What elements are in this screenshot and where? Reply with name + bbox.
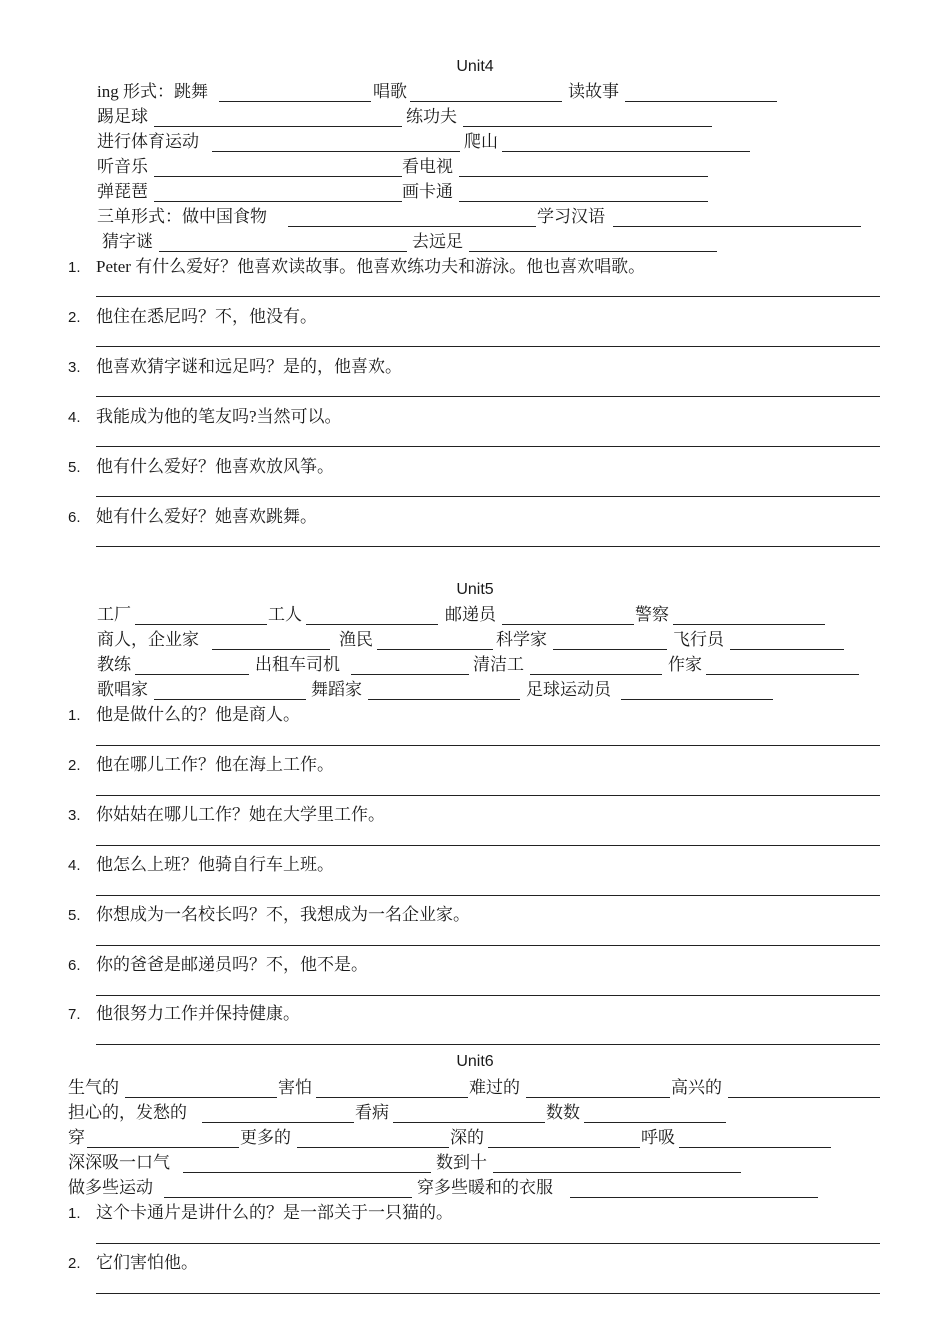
vocab-label: 猜字谜 bbox=[102, 232, 153, 251]
vocab-label: 教练 bbox=[97, 655, 131, 674]
fill-blank[interactable] bbox=[219, 101, 371, 102]
vocab-label: 爬山 bbox=[464, 132, 498, 151]
fill-blank[interactable] bbox=[135, 624, 267, 625]
vocab-label: 去远足 bbox=[412, 232, 463, 251]
answer-line[interactable] bbox=[96, 745, 880, 746]
vocab-label: 穿 bbox=[68, 1128, 85, 1147]
answer-line[interactable] bbox=[96, 1044, 880, 1045]
vocab-label: 数数 bbox=[546, 1103, 580, 1122]
answer-line[interactable] bbox=[96, 446, 880, 447]
question-number: 4. bbox=[68, 409, 81, 426]
fill-blank[interactable] bbox=[679, 1147, 831, 1148]
question-text: 你想成为一名校长吗？不，我想成为一名企业家。 bbox=[96, 905, 470, 924]
question-number: 1. bbox=[68, 707, 81, 724]
vocab-label: 深深吸一口气 bbox=[68, 1153, 170, 1172]
answer-line[interactable] bbox=[96, 496, 880, 497]
vocab-label: 工人 bbox=[268, 605, 302, 624]
fill-blank[interactable] bbox=[459, 201, 708, 202]
fill-blank[interactable] bbox=[202, 1122, 354, 1123]
question-text: 他住在悉尼吗？不，他没有。 bbox=[96, 307, 317, 326]
question-number: 4. bbox=[68, 857, 81, 874]
fill-blank[interactable] bbox=[613, 226, 861, 227]
fill-blank[interactable] bbox=[410, 101, 562, 102]
vocab-label: 担心的，发愁的 bbox=[68, 1103, 187, 1122]
answer-line[interactable] bbox=[96, 346, 880, 347]
vocab-label: 读故事 bbox=[568, 82, 619, 101]
answer-line[interactable] bbox=[96, 296, 880, 297]
fill-blank[interactable] bbox=[502, 151, 750, 152]
fill-blank[interactable] bbox=[212, 649, 330, 650]
vocab-label: 警察 bbox=[635, 605, 669, 624]
fill-blank[interactable] bbox=[135, 674, 249, 675]
vocab-label: 歌唱家 bbox=[97, 680, 148, 699]
fill-blank[interactable] bbox=[212, 151, 460, 152]
answer-line[interactable] bbox=[96, 995, 880, 996]
fill-blank[interactable] bbox=[306, 624, 438, 625]
question-number: 1. bbox=[68, 1205, 81, 1222]
vocab-label: 难过的 bbox=[469, 1078, 520, 1097]
question-number: 5. bbox=[68, 459, 81, 476]
answer-line[interactable] bbox=[96, 845, 880, 846]
fill-blank[interactable] bbox=[526, 1097, 670, 1098]
fill-blank[interactable] bbox=[584, 1122, 726, 1123]
fill-blank[interactable] bbox=[493, 1172, 741, 1173]
fill-blank[interactable] bbox=[159, 251, 407, 252]
answer-line[interactable] bbox=[96, 795, 880, 796]
question-text: 他有什么爱好？他喜欢放风筝。 bbox=[96, 457, 334, 476]
vocab-label: 邮递员 bbox=[445, 605, 496, 624]
fill-blank[interactable] bbox=[459, 176, 708, 177]
vocab-label: 深的 bbox=[450, 1128, 484, 1147]
vocab-label: 渔民 bbox=[339, 630, 373, 649]
vocab-label: 唱歌 bbox=[373, 82, 407, 101]
question-number: 2. bbox=[68, 1255, 81, 1272]
vocab-label: 练功夫 bbox=[406, 107, 457, 126]
fill-blank[interactable] bbox=[154, 201, 402, 202]
vocab-label: 做多些运动 bbox=[68, 1178, 153, 1197]
question-text: 你的爸爸是邮递员吗？不，他不是。 bbox=[96, 955, 368, 974]
fill-blank[interactable] bbox=[87, 1147, 239, 1148]
fill-blank[interactable] bbox=[553, 649, 667, 650]
fill-blank[interactable] bbox=[393, 1122, 545, 1123]
question-text: 我能成为他的笔友吗?当然可以。 bbox=[96, 407, 342, 426]
question-text: Peter 有什么爱好？他喜欢读故事。他喜欢练功夫和游泳。他也喜欢唱歌。 bbox=[96, 257, 646, 276]
fill-blank[interactable] bbox=[183, 1172, 431, 1173]
fill-blank[interactable] bbox=[154, 699, 306, 700]
question-text: 他很努力工作并保持健康。 bbox=[96, 1004, 300, 1023]
vocab-label: 出租车司机 bbox=[255, 655, 340, 674]
question-number: 3. bbox=[68, 807, 81, 824]
fill-blank[interactable] bbox=[154, 126, 402, 127]
question-text: 她有什么爱好？她喜欢跳舞。 bbox=[96, 507, 317, 526]
fill-blank[interactable] bbox=[469, 251, 717, 252]
answer-line[interactable] bbox=[96, 1243, 880, 1244]
question-number: 5. bbox=[68, 907, 81, 924]
question-number: 3. bbox=[68, 359, 81, 376]
question-number: 2. bbox=[68, 757, 81, 774]
unit6-title: Unit6 bbox=[456, 1053, 494, 1070]
fill-blank[interactable] bbox=[502, 624, 634, 625]
question-number: 2. bbox=[68, 309, 81, 326]
answer-line[interactable] bbox=[96, 1293, 880, 1294]
fill-blank[interactable] bbox=[351, 674, 469, 675]
answer-line[interactable] bbox=[96, 945, 880, 946]
answer-line[interactable] bbox=[96, 895, 880, 896]
question-number: 6. bbox=[68, 957, 81, 974]
vocab-label: 作家 bbox=[668, 655, 702, 674]
vocab-label: 听音乐 bbox=[97, 157, 148, 176]
vocab-label: 科学家 bbox=[496, 630, 547, 649]
question-text: 它们害怕他。 bbox=[96, 1253, 198, 1272]
fill-blank[interactable] bbox=[316, 1097, 468, 1098]
vocab-label: 呼吸 bbox=[641, 1128, 675, 1147]
vocab-label: 穿多些暖和的衣服 bbox=[417, 1178, 553, 1197]
vocab-label: 足球运动员 bbox=[526, 680, 611, 699]
fill-blank[interactable] bbox=[288, 226, 536, 227]
vocab-label: 踢足球 bbox=[97, 107, 148, 126]
fill-blank[interactable] bbox=[728, 1097, 880, 1098]
vocab-label: 看电视 bbox=[402, 157, 453, 176]
fill-blank[interactable] bbox=[368, 699, 520, 700]
fill-blank[interactable] bbox=[530, 674, 662, 675]
vocab-label: 清洁工 bbox=[473, 655, 524, 674]
fill-blank[interactable] bbox=[463, 126, 712, 127]
question-text: 他在哪儿工作？他在海上工作。 bbox=[96, 755, 334, 774]
vocab-label: 高兴的 bbox=[671, 1078, 722, 1097]
vocab-label: 画卡通 bbox=[402, 182, 453, 201]
vocab-label: 进行体育运动 bbox=[97, 132, 199, 151]
unit5-title: Unit5 bbox=[456, 581, 494, 598]
fill-blank[interactable] bbox=[125, 1097, 277, 1098]
vocab-label: 弹琵琶 bbox=[97, 182, 148, 201]
vocab-label: 学习汉语 bbox=[537, 207, 605, 226]
question-text: 这个卡通片是讲什么的？是一部关于一只猫的。 bbox=[96, 1203, 453, 1222]
fill-blank[interactable] bbox=[297, 1147, 449, 1148]
vocab-label: 更多的 bbox=[240, 1128, 291, 1147]
question-number: 1. bbox=[68, 259, 81, 276]
fill-blank[interactable] bbox=[570, 1197, 818, 1198]
fill-blank[interactable] bbox=[621, 699, 773, 700]
vocab-label: 工厂 bbox=[97, 605, 131, 624]
vocab-label: ing 形式：跳舞 bbox=[97, 82, 208, 101]
answer-line[interactable] bbox=[96, 546, 880, 547]
fill-blank[interactable] bbox=[154, 176, 402, 177]
fill-blank[interactable] bbox=[706, 674, 859, 675]
fill-blank[interactable] bbox=[625, 101, 777, 102]
vocab-label: 数到十 bbox=[436, 1153, 487, 1172]
fill-blank[interactable] bbox=[377, 649, 493, 650]
vocab-label: 舞蹈家 bbox=[311, 680, 362, 699]
vocab-label: 商人，企业家 bbox=[97, 630, 199, 649]
question-text: 他怎么上班？他骑自行车上班。 bbox=[96, 855, 334, 874]
vocab-label: 三单形式：做中国食物 bbox=[97, 207, 267, 226]
answer-line[interactable] bbox=[96, 396, 880, 397]
question-text: 他是做什么的？他是商人。 bbox=[96, 705, 300, 724]
question-number: 6. bbox=[68, 509, 81, 526]
question-number: 7. bbox=[68, 1006, 81, 1023]
question-text: 他喜欢猜字谜和远足吗？是的，他喜欢。 bbox=[96, 357, 402, 376]
unit4-title: Unit4 bbox=[456, 58, 494, 75]
fill-blank[interactable] bbox=[673, 624, 825, 625]
question-text: 你姑姑在哪儿工作？她在大学里工作。 bbox=[96, 805, 385, 824]
vocab-label: 看病 bbox=[355, 1103, 389, 1122]
fill-blank[interactable] bbox=[730, 649, 844, 650]
vocab-label: 生气的 bbox=[68, 1078, 119, 1097]
fill-blank[interactable] bbox=[488, 1147, 640, 1148]
vocab-label: 飞行员 bbox=[673, 630, 724, 649]
vocab-label: 害怕 bbox=[278, 1078, 312, 1097]
fill-blank[interactable] bbox=[164, 1197, 412, 1198]
